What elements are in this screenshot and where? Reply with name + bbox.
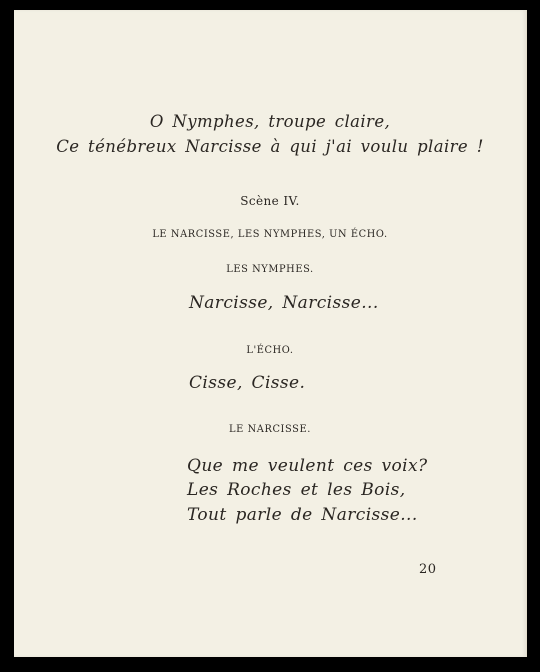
line-echo: Cisse, Cisse.: [189, 373, 306, 393]
line-nymphes: Narcisse, Narcisse...: [189, 293, 379, 313]
book-page: [14, 10, 527, 657]
opening-line-1: O Nymphes, troupe claire,: [149, 112, 391, 131]
opening-line-2: Ce ténébreux Narcisse à qui j'ai voulu plaire !: [56, 137, 484, 156]
narcisse-line-2: Les Roches et les Bois,: [187, 480, 406, 500]
speaker-echo: L'ÉCHO.: [246, 345, 294, 356]
speaker-nymphes: LES NYMPHES.: [226, 264, 314, 275]
cast-list: LE NARCISSE, LES NYMPHES, UN ÉCHO.: [152, 229, 388, 240]
narcisse-line-1: Que me veulent ces voix?: [187, 456, 428, 476]
page-number: 20: [419, 562, 437, 577]
narcisse-line-3: Tout parle de Narcisse...: [187, 505, 418, 525]
scene-heading: Scène IV.: [240, 194, 300, 208]
speaker-narcisse: LE NARCISSE.: [229, 424, 311, 435]
